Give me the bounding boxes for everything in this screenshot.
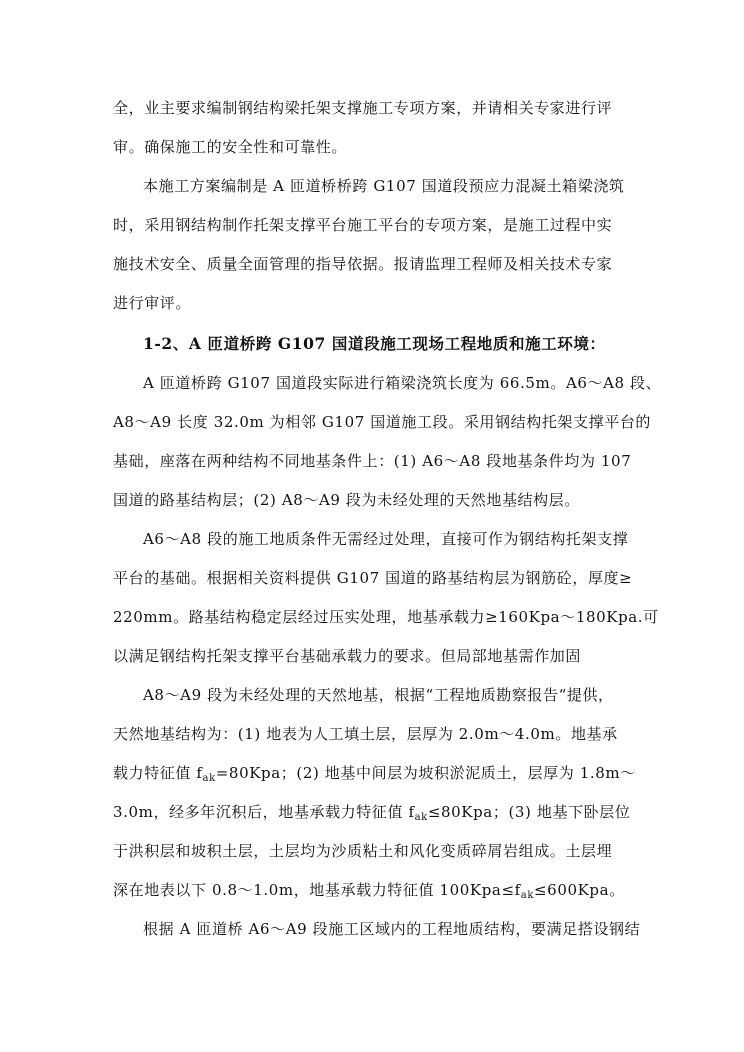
text-segment: ≤600Kpa。 bbox=[534, 881, 625, 899]
paragraph-line: 进行审评。 bbox=[113, 294, 192, 312]
subscript: ak bbox=[202, 773, 216, 784]
text-segment: ≤80Kpa；(3) 地基下卧层位 bbox=[427, 803, 631, 821]
paragraph-line: 天然地基结构为：(1) 地表为人工填土层，层厚为 2.0m～4.0m。地基承 bbox=[113, 725, 618, 743]
paragraph-line: A8～A9 长度 32.0m 为相邻 G107 国道施工段。采用钢结构托架支撑平台的 bbox=[113, 413, 652, 431]
paragraph-line: 基础，座落在两种结构不同地基条件上：(1) A6～A8 段地基条件均为 107 bbox=[113, 452, 632, 470]
paragraph-line bbox=[113, 802, 633, 822]
text-segment: 载力特征值 f bbox=[113, 764, 203, 782]
paragraph-line: 审。确保施工的安全性和可靠性。 bbox=[113, 138, 348, 156]
paragraph-line: 时，采用钢结构制作托架支撑平台施工平台的专项方案，是施工过程中实 bbox=[113, 216, 613, 234]
text-segment: =80Kpa；(2) 地基中间层为坡积淤泥质土，层厚为 1.8m～ bbox=[215, 764, 636, 782]
paragraph-line: 国道的路基结构层；(2) A8～A9 段为未经处理的天然地基结构层。 bbox=[113, 491, 580, 509]
text-segment: 3.0m，经多年沉积后，地基承载力特征值 f bbox=[113, 803, 415, 821]
paragraph-line: 平台的基础。根据相关资料提供 G107 国道的路基结构层为钢筋砼，厚度≥ bbox=[113, 569, 633, 587]
paragraph-line: A6～A8 段的施工地质条件无需经过处理，直接可作为钢结构托架支撑 bbox=[143, 530, 629, 548]
paragraph-line: A8～A9 段为未经处理的天然地基，根据“工程地质勘察报告“提供， bbox=[143, 686, 614, 704]
paragraph-line: 施技术安全、质量全面管理的指导依据。报请监理工程师及相关技术专家 bbox=[113, 255, 613, 273]
paragraph-line: 于洪积层和坡积土层，土层均为沙质粘土和风化变质碎屑岩组成。土层埋 bbox=[113, 842, 613, 860]
paragraph-line: 220mm。路基结构稳定层经过压实处理，地基承载力≥160Kpa～180Kpa.可 bbox=[113, 608, 659, 626]
text-segment: 深在地表以下 0.8～1.0m，地基承载力特征值 100Kpa≤f bbox=[113, 881, 521, 899]
subscript: ak bbox=[414, 812, 428, 823]
paragraph-line bbox=[113, 763, 636, 784]
paragraph-line: 全，业主要求编制钢结构梁托架支撑施工专项方案，并请相关专家进行评 bbox=[113, 99, 613, 117]
section-heading: 1-2、A 匝道桥跨 G107 国道段施工现场工程地质和施工环境： bbox=[143, 334, 606, 353]
paragraph-line: A 匝道桥跨 G107 国道段实际进行箱梁浇筑长度为 66.5m。A6～A8 段、 bbox=[143, 374, 662, 392]
paragraph-line bbox=[113, 880, 633, 900]
paragraph-line: 本施工方案编制是 A 匝道桥桥跨 G107 国道段预应力混凝土箱梁浇筑 bbox=[143, 177, 625, 195]
subscript: ak bbox=[520, 890, 535, 901]
paragraph-line: 以满足钢结构托架支撑平台基础承载力的要求。但局部地基需作加固 bbox=[113, 647, 582, 665]
paragraph-line: 根据 A 匝道桥 A6～A9 段施工区域内的工程地质结构，要满足搭设钢结 bbox=[143, 920, 641, 938]
